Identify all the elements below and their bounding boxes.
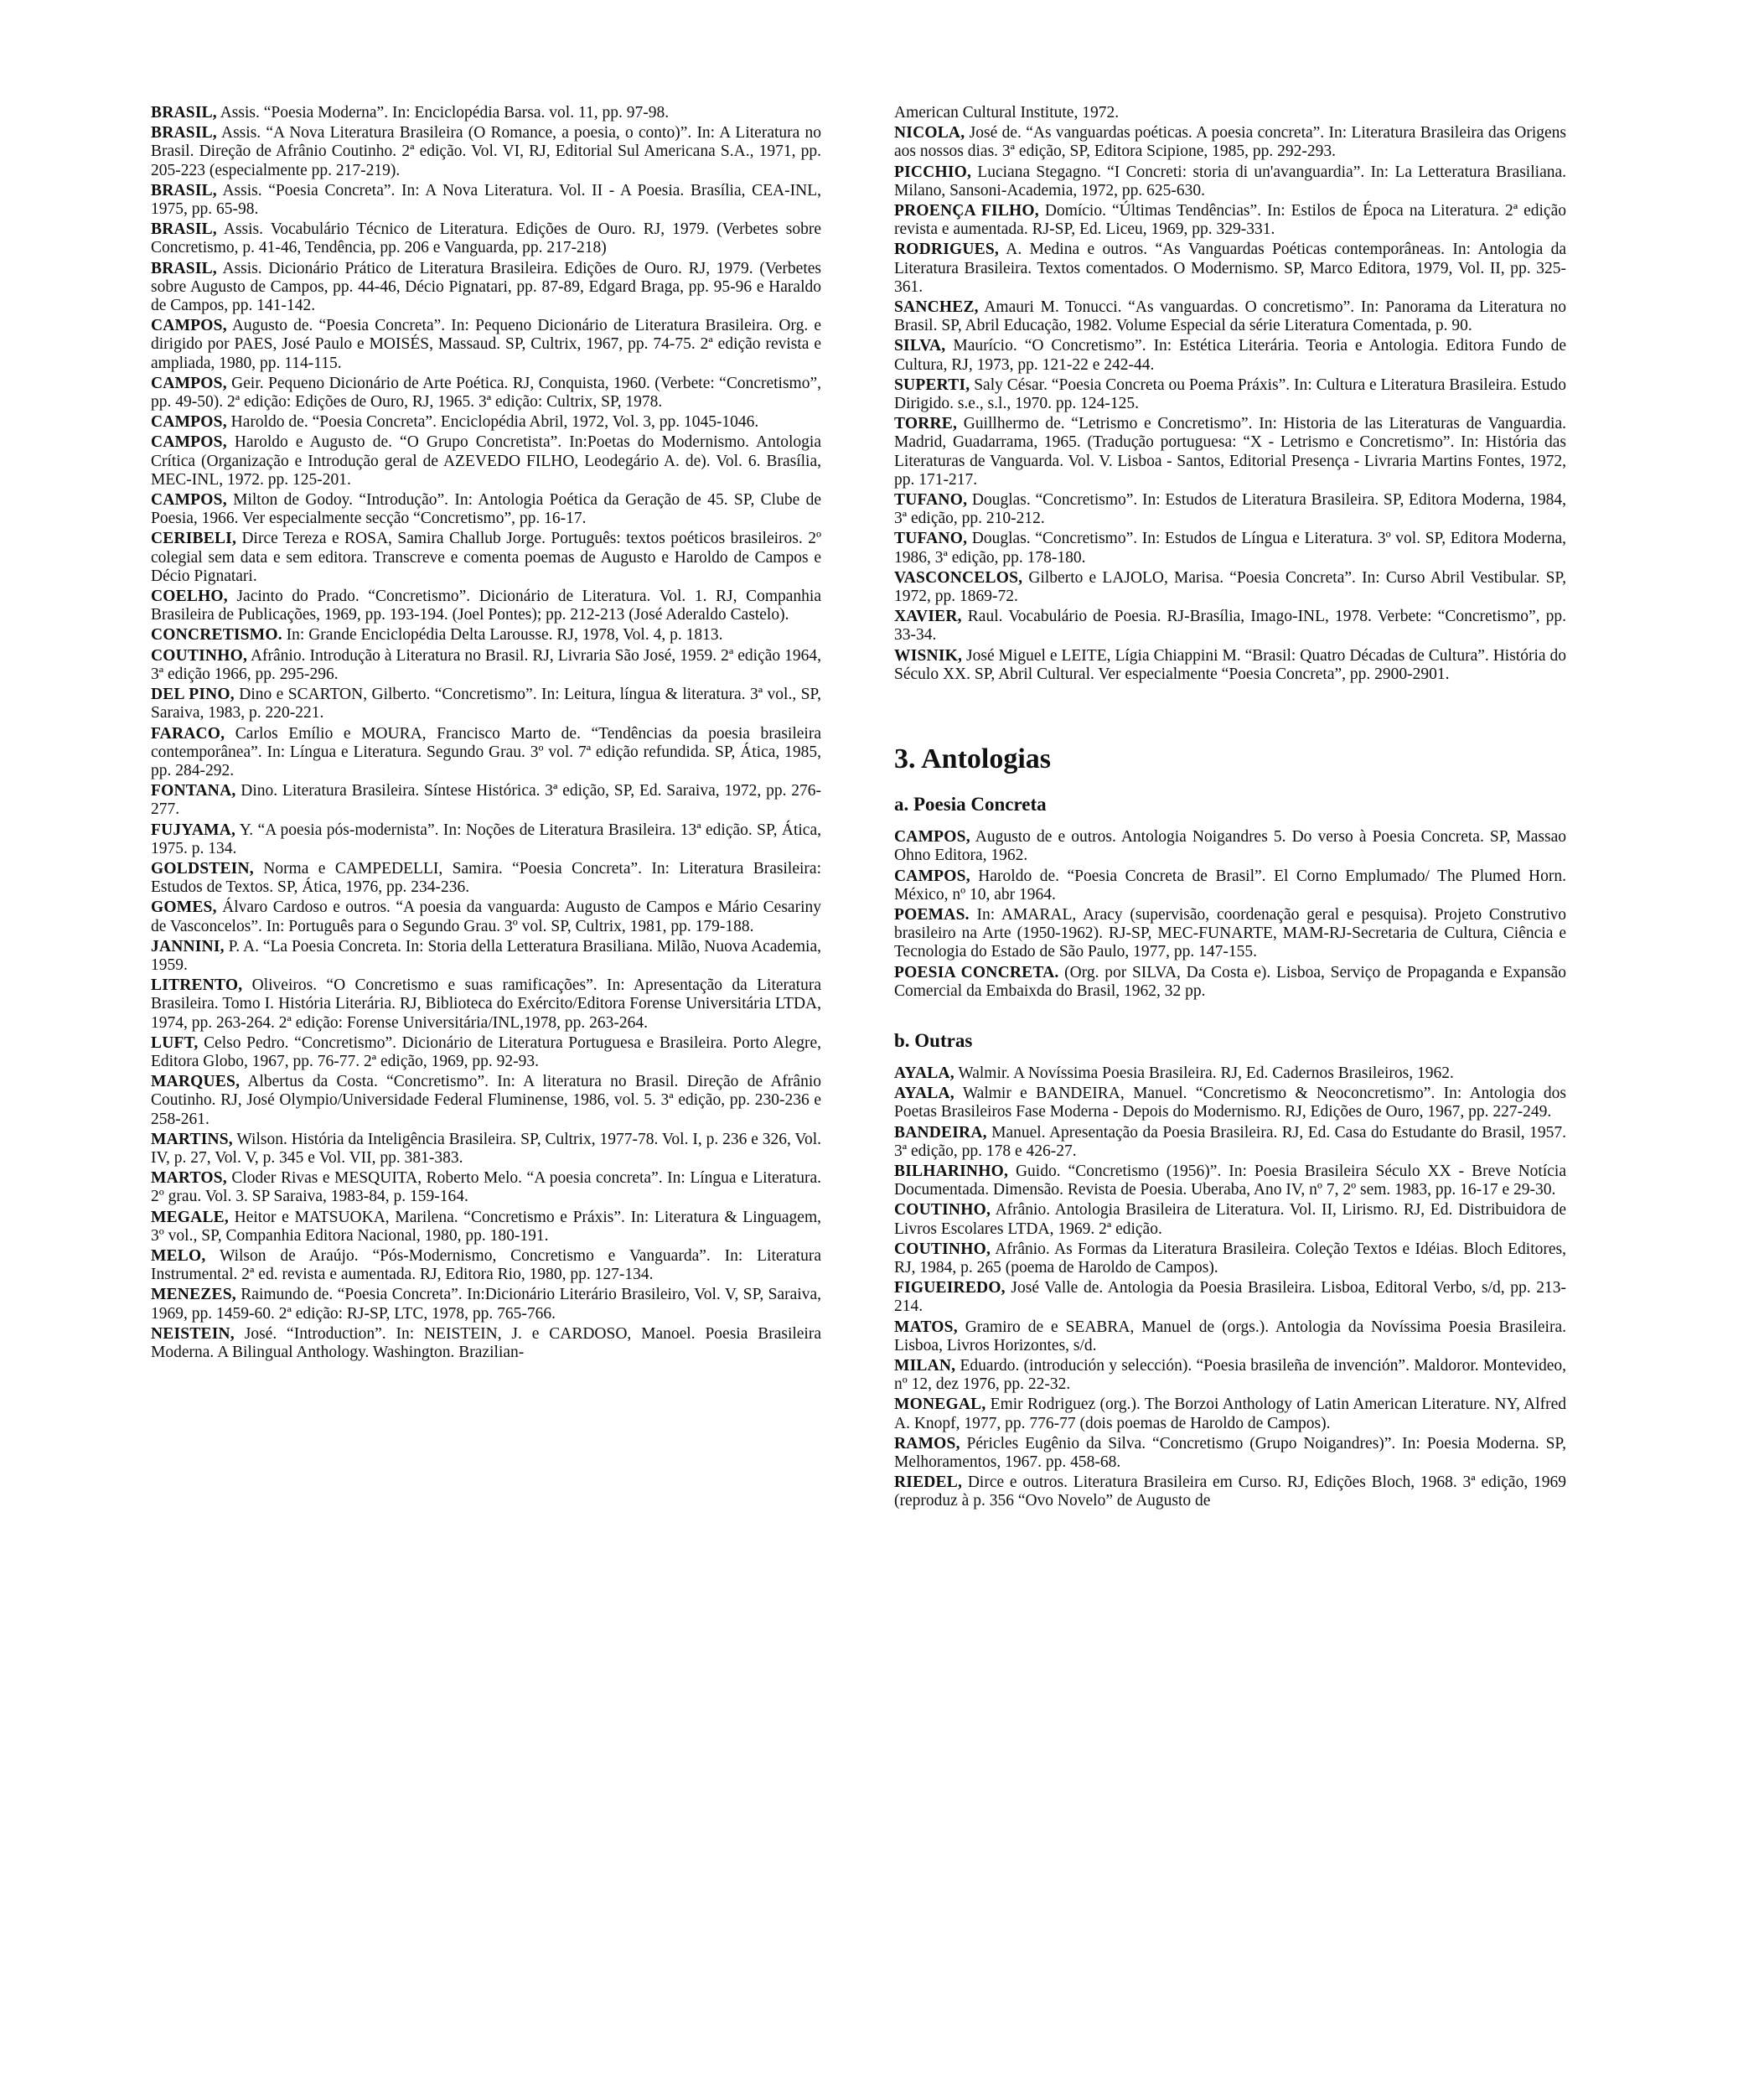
bibliography-entry [151, 588, 821, 624]
bibliography-entry [894, 608, 1566, 645]
entry-author: WISNIK, [894, 646, 963, 665]
bibliography-entry [894, 376, 1566, 413]
entry-author: MELO, [151, 1246, 206, 1265]
bibliography-entry [894, 964, 1566, 1001]
entry-author: VASCONCELOS, [894, 568, 1023, 587]
bibliography-entry [151, 782, 821, 819]
bibliography-entry [894, 1163, 1566, 1199]
bibliography-entry [151, 124, 821, 180]
entry-text: Raul. Vocabulário de Poesia. RJ-Brasília, Imago-INL, 1978. Verbete: “Concretismo”, pp. 33-34. [894, 608, 1566, 645]
bibliography-entry [151, 626, 821, 645]
bibliography-entry [151, 898, 821, 935]
subsection-title-poesia-concreta: a. Poesia Concreta [894, 794, 1047, 816]
entry-author: SANCHEZ, [894, 298, 979, 317]
entry-text: Milton de Godoy. “Introdução”. In: Antologia Poética da Geração de 45. SP, Clube de Poesia, 1966. Ver especialmente secção “Concretismo”, pp. 16-17. [151, 491, 821, 528]
bibliography-entry [894, 337, 1566, 374]
left-column [151, 104, 821, 1364]
outras-entries [894, 1064, 1566, 1511]
entry-author: COUTINHO, [894, 1240, 991, 1258]
entry-author: CAMPOS, [894, 828, 970, 847]
poesia-concreta-entries [894, 828, 1566, 1001]
entry-text: Wilson. História da Inteligência Brasileira. SP, Cultrix, 1977-78. Vol. I, p. 236 e 326, Vol. IV, p. 27, Vol. V, p. 345 e Vol. VII, pp. 381-383. [151, 1130, 821, 1167]
entry-text: Manuel. Apresentação da Poesia Brasileira. RJ, Ed. Casa do Estudante do Brasil, 1957. 3ª edição, pp. 178 e 426-27. [894, 1123, 1566, 1160]
continued-entry: American Cultural Institute, 1972. [894, 104, 1120, 122]
entry-author: CERIBELI, [151, 530, 237, 548]
entry-author: PROENÇA FILHO, [894, 202, 1039, 220]
bibliography-entry [894, 241, 1566, 297]
entry-text: Eduardo. (introdución y selección). “Poesia brasileña de invención”. Maldoror. Montevideo, nº 12, dez 1976, pp. 22-32. [894, 1356, 1566, 1394]
bibliography-entry [151, 976, 821, 1033]
entry-text: Albertus da Costa. “Concretismo”. In: A literatura no Brasil. Direção de Afrânio Coutinho. RJ, José Olympio/Universidade Federal Fluminense, 1986, vol. 5. 3ª edição, pp. 230-236 e 258-261. [151, 1073, 821, 1128]
entry-author: AYALA, [894, 1064, 954, 1082]
entry-author: DEL PINO, [151, 686, 235, 704]
entry-author: SILVA, [894, 337, 946, 355]
entry-text: Heitor e MATSUOKA, Marilena. “Concretismo e Práxis”. In: Literatura & Linguagem, 3º vol., SP, Companhia Editora Nacional, 1980, pp. 180-191. [151, 1208, 821, 1245]
entry-author: CAMPOS, [894, 867, 970, 885]
entry-text: Domício. “Últimas Tendências”. In: Estilos de Época na Literatura. 2ª edição revista e aumentada. RJ-SP, Ed. Liceu, 1969, pp. 329-331. [894, 202, 1566, 239]
entry-text: Dirce e outros. Literatura Brasileira em Curso. RJ, Edições Bloch, 1968. 3ª edição, 1969 (reproduz à p. 356 “Ovo Novelo” de Augusto de [894, 1473, 1566, 1510]
bibliography-entry [151, 1247, 821, 1284]
entry-author: BRASIL, [151, 259, 217, 277]
entry-author: CAMPOS, [151, 433, 227, 452]
bibliography-entry [894, 867, 1566, 904]
entry-author: LUFT, [151, 1033, 199, 1052]
entry-author: TUFANO, [894, 530, 968, 548]
bibliography-entry [894, 906, 1566, 962]
bibliography-entry [151, 686, 821, 722]
entry-text: Norma e CAMPEDELLI, Samira. “Poesia Concreta”. In: Literatura Brasileira: Estudos de Textos. SP, Ática, 1976, pp. 234-236. [151, 859, 821, 897]
entry-text: Dino. Literatura Brasileira. Síntese Histórica. 3ª edição, SP, Ed. Saraiva, 1972, pp. 276-277. [151, 782, 821, 819]
entry-text: Oliveiros. “O Concretismo e suas ramificações”. In: Apresentação da Literatura Brasileira. Tomo I. História Literária. RJ, Biblioteca do Exército/Editora Forense Universitária LTDA, 1974, pp. 263-264. 2ª edição: Forense Universitária/INL,1978, pp. 263-264. [151, 976, 821, 1032]
entry-author: FARACO, [151, 724, 225, 743]
entry-author: TORRE, [894, 415, 958, 433]
entry-text: Geir. Pequeno Dicionário de Arte Poética. RJ, Conquista, 1960. (Verbete: “Concretismo”, pp. 49-50). 2ª edição: Edições de Ouro, RJ, 1965. 3ª edição: Cultrix, SP, 1978. [151, 374, 821, 412]
bibliography-entry [151, 433, 821, 489]
entry-text: Haroldo e Augusto de. “O Grupo Concretista”. In:Poetas do Modernismo. Antologia Crítica (Organização e Introdução geral de AZEVEDO FILHO, Leodegário A. de). Vol. 6. Brasília, MEC-INL, 1972. pp. 125-201. [151, 433, 821, 489]
bibliography-entry [894, 530, 1566, 567]
entry-text: Emir Rodriguez (org.). The Borzoi Anthology of Latin American Literature. NY, Alfred A. Knopf, 1977, pp. 776-77 (dois poemas de Haroldo de Campos). [894, 1396, 1566, 1432]
entry-author: BRASIL, [151, 124, 217, 142]
entry-text: Guido. “Concretismo (1956)”. In: Poesia Brasileira Século XX - Breve Notícia Documentada. Dimensão. Revista de Poesia. Uberaba, Ano IV, nº 7, 2º sem. 1983, pp. 16-17 e 29-30. [894, 1162, 1566, 1199]
entry-author: MILAN, [894, 1356, 956, 1375]
bibliography-entry [151, 220, 821, 257]
bibliography-entry [151, 821, 821, 858]
entry-text: Maurício. “O Concretismo”. In: Estética Literária. Teoria e Antologia. Editora Fundo de Cultura, RJ, 1973, pp. 121-22 e 242-44. [894, 337, 1566, 374]
entry-author: CAMPOS, [151, 317, 227, 335]
entry-author: FIGUEIREDO, [894, 1279, 1006, 1297]
entry-author: BRASIL, [151, 220, 217, 239]
entry-text: Augusto de e outros. Antologia Noigandres 5. Do verso à Poesia Concreta. SP, Massao Ohno Editora, 1962. [894, 828, 1566, 865]
entry-author: GOMES, [151, 898, 217, 917]
entry-author: CONCRETISMO. [151, 626, 282, 645]
entry-text: Wilson de Araújo. “Pós-Modernismo, Concretismo e Vanguarda”. In: Literatura Instrumental. 2ª ed. revista e aumentada. RJ, Editora Rio, 1980, pp. 127-134. [151, 1246, 821, 1284]
entry-author: BILHARINHO, [894, 1162, 1009, 1180]
entry-text: P. A. “La Poesia Concreta. In: Storia della Letteratura Brasiliana. Milão, Nuova Academia, 1959. [151, 937, 821, 974]
bibliography-entry [894, 1124, 1566, 1161]
entry-text: Dino e SCARTON, Gilberto. “Concretismo”. In: Leitura, língua & literatura. 3ª vol., SP, Saraiva, 1983, p. 220-221. [151, 686, 821, 722]
entry-author: RODRIGUES, [894, 241, 999, 259]
entry-text: Afrânio. Introdução à Literatura no Brasil. RJ, Livraria São José, 1959. 2ª edição 1964, 3ª edição 1966, pp. 295-296. [151, 646, 821, 683]
entry-author: NICOLA, [894, 124, 965, 142]
entry-author: TUFANO, [894, 491, 968, 510]
entry-text: (Org. por SILVA, Da Costa e). Lisboa, Serviço de Propaganda e Expansão Comercial da Embaixda do Brasil, 1962, 32 pp. [894, 963, 1566, 1000]
entry-text: Dirce Tereza e ROSA, Samira Challub Jorge. Português: textos poéticos brasileiros. 2º colegial sem data e sem editora. Transcreve e comenta poemas de Augusto e Haroldo de Campos e Décio Pignatari. [151, 530, 821, 585]
bibliography-entry [894, 1318, 1566, 1355]
entry-text: Celso Pedro. “Concretismo”. Dicionário de Literatura Portuguesa e Brasileira. Porto Alegre, Editora Globo, 1967, pp. 76-77. 2ª edição, 1969, pp. 92-93. [151, 1033, 821, 1070]
entry-author: AYALA, [894, 1085, 954, 1103]
entry-text: Carlos Emílio e MOURA, Francisco Marto de. “Tendências da poesia brasileira contemporânea”. In: Língua e Literatura. Segundo Grau. 3º vol. 7ª edição refundida. SP, Ática, 1985, pp. 284-292. [151, 724, 821, 779]
entry-text: Walmir e BANDEIRA, Manuel. “Concretismo & Neoconcretismo”. In: Antologia dos Poetas Brasileiros Fase Moderna - Depois do Modernismo. RJ, Edições de Ouro, 1967, pp. 227-249. [894, 1085, 1566, 1121]
entry-author: MARTINS, [151, 1130, 233, 1148]
entry-author: POESIA CONCRETA. [894, 963, 1059, 981]
bibliography-entry [894, 1473, 1566, 1510]
bibliography-entry [151, 104, 821, 122]
bibliography-entry [151, 647, 821, 684]
bibliography-entry [151, 1325, 821, 1362]
entry-text: In: Grande Enciclopédia Delta Larousse. RJ, 1978, Vol. 4, p. 1813. [282, 626, 723, 645]
bibliography-entry [894, 415, 1566, 489]
right-entries [894, 124, 1566, 684]
bibliography-entry [151, 413, 821, 432]
bibliography-entry [151, 375, 821, 412]
entry-author: FUJYAMA, [151, 821, 236, 839]
entry-author: COUTINHO, [894, 1201, 991, 1220]
bibliography-entry [151, 1034, 821, 1071]
bibliography-entry [151, 1169, 821, 1206]
entry-text: Gilberto e LAJOLO, Marisa. “Poesia Concreta”. In: Curso Abril Vestibular. SP, 1972, pp. 1869-72. [894, 568, 1566, 606]
bibliography-entry [894, 1064, 1566, 1083]
bibliography-entry [151, 1073, 821, 1129]
entry-text: Raimundo de. “Poesia Concreta”. In:Dicionário Literário Brasileiro, Vol. V, SP, Saraiva, 1969, pp. 1459-60. 2ª edição: RJ-SP, LTC, 1978, pp. 765-766. [151, 1286, 821, 1323]
entry-author: BRASIL, [151, 181, 217, 199]
bibliography-entry [894, 491, 1566, 528]
entry-text: Assis. Vocabulário Técnico de Literatura. Edições de Ouro. RJ, 1979. (Verbetes sobre Concretismo, p. 41-46, Tendência, pp. 206 e Vanguarda, pp. 217-218) [151, 220, 821, 257]
bibliography-entry [894, 202, 1566, 239]
bibliography-entry [151, 938, 821, 975]
entry-text: Afrânio. As Formas da Literatura Brasileira. Coleção Textos e Idéias. Bloch Editores, RJ, 1984, p. 265 (poema de Haroldo de Campos). [894, 1240, 1566, 1277]
entry-text: Afrânio. Antologia Brasileira de Literatura. Vol. II, Lirismo. RJ, Ed. Distribuidora de Livros Escolares LTDA, 1969. 2ª edição. [894, 1201, 1566, 1238]
entry-text: Álvaro Cardoso e outros. “A poesia da vanguarda: Augusto de Campos e Mário Cesariny de Vasconcelos”. In: Português para o Segundo Grau. 3º vol. SP, Cultrix, 1981, pp. 179-188. [151, 898, 821, 935]
entry-text: Assis. “A Nova Literatura Brasileira (O Romance, a poesia, o conto)”. In: A Literatura no Brasil. Direção de Afrânio Coutinho. 2ª edição. Vol. VI, RJ, Editorial Sul Americana S.A., 1971, pp. 205-223 (especialmente pp. 217-219). [151, 124, 821, 179]
entry-text: Assis. Dicionário Prático de Literatura Brasileira. Edições de Ouro. RJ, 1979. (Verbetes sobre Augusto de Campos, pp. 44-46, Décio Pignatari, pp. 87-89, Edgard Braga, pp. 95-96 e Haraldo de Campos, pp. 141-142. [151, 259, 821, 315]
bibliography-entry [894, 163, 1566, 200]
bibliography-entry [151, 260, 821, 316]
entry-text: José Miguel e LEITE, Lígia Chiappini M. “Brasil: Quatro Décadas de Cultura”. História do Século XX. SP, Abril Cultural. Ver especialmente “Poesia Concreta”, pp. 2900-2901. [894, 646, 1566, 683]
bibliography-entry [894, 124, 1566, 161]
bibliography-entry [894, 298, 1566, 335]
bibliography-entry [151, 1209, 821, 1245]
entry-author: FONTANA, [151, 782, 236, 800]
entry-text: Saly César. “Poesia Concreta ou Poema Práxis”. In: Cultura e Literatura Brasileira. Estudo Dirigido. s.e., s.l., 1970. pp. 124-125. [894, 375, 1566, 413]
entry-author: POEMAS. [894, 905, 970, 924]
bibliography-entry [151, 491, 821, 528]
entry-text: Y. “A poesia pós-modernista”. In: Noções de Literatura Brasileira. 13ª edição. SP, Ática, 1975. p. 134. [151, 821, 821, 857]
entry-author: COUTINHO, [151, 646, 248, 665]
entry-author: CAMPOS, [151, 374, 227, 392]
bibliography-entry [894, 1279, 1566, 1316]
right-column [894, 104, 1566, 1513]
entry-author: RIEDEL, [894, 1473, 963, 1492]
entry-author: BANDEIRA, [894, 1123, 987, 1142]
entry-text: A. Medina e outros. “As Vanguardas Poéticas contemporâneas. In: Antologia da Literatura Brasileira. Textos comentados. O Modernismo. SP, Marco Editora, 1979, Vol. II, pp. 325-361. [894, 241, 1566, 296]
bibliography-entry [151, 860, 821, 897]
entry-text: Péricles Eugênio da Silva. “Concretismo (Grupo Noigandres)”. In: Poesia Moderna. SP, Melhoramentos, 1967. pp. 458-68. [894, 1434, 1566, 1471]
bibliography-entry [151, 725, 821, 781]
entry-text: Douglas. “Concretismo”. In: Estudos de Língua e Literatura. 3º vol. SP, Editora Moderna, 1986, 3ª edição, pp. 178-180. [894, 530, 1566, 567]
entry-author: CAMPOS, [151, 413, 227, 432]
entry-text: Douglas. “Concretismo”. In: Estudos de Literatura Brasileira. SP, Editora Moderna, 1984, 3ª edição, pp. 210-212. [894, 491, 1566, 528]
entry-author: MONEGAL, [894, 1396, 986, 1414]
bibliography-entry [894, 569, 1566, 606]
bibliography-entry [894, 1085, 1566, 1121]
entry-author: MATOS, [894, 1318, 958, 1336]
entry-text: Luciana Stegagno. “I Concreti: storia di un'avanguardia”. In: La Letteratura Brasiliana. Milano, Sansoni-Academia, 1972, pp. 625-630. [894, 163, 1566, 199]
entry-text: Cloder Rivas e MESQUITA, Roberto Melo. “A poesia concreta”. In: Língua e Literatura. 2º grau. Vol. 3. SP Saraiva, 1983-84, p. 159-164. [151, 1169, 821, 1206]
entry-text: José Valle de. Antologia da Poesia Brasileira. Lisboa, Editoral Verbo, s/d, pp. 213-214. [894, 1279, 1566, 1316]
entry-author: LITRENTO, [151, 976, 243, 995]
entry-author: JANNINI, [151, 937, 225, 955]
bibliography-entry [894, 1201, 1566, 1238]
bibliography-entry [894, 1435, 1566, 1472]
subsection-title-outras: b. Outras [894, 1029, 973, 1051]
entry-text: Haroldo de. “Poesia Concreta”. Enciclopédia Abril, 1972, Vol. 3, pp. 1045-1046. [226, 413, 759, 432]
entry-text: Guillhermo de. “Letrismo e Concretismo”. In: Historia de las Literaturas de Vanguardia. Madrid, Guadarrama, 1965. (Tradução portuguesa: “X - Letrismo e Concretismo”. In: História das Literaturas de Vanguarda. Vol. V. Lisboa - Santos, Editorial Presença - Livraria Martins Fontes, 1972, pp. 171-217. [894, 415, 1566, 489]
entry-author: NEISTEIN, [151, 1324, 235, 1343]
bibliography-entry [151, 317, 821, 373]
entry-author: PICCHIO, [894, 163, 972, 181]
bibliography-entry [894, 1240, 1566, 1277]
entry-author: BRASIL, [151, 104, 217, 122]
entry-author: SUPERTI, [894, 375, 970, 394]
entry-text: Haroldo de. “Poesia Concreta de Brasil”. El Corno Emplumado/ The Plumed Horn. México, nº 10, abr 1964. [894, 867, 1566, 904]
entry-author: MEGALE, [151, 1208, 229, 1226]
bibliography-entry [151, 1286, 821, 1323]
bibliography-entry [151, 182, 821, 219]
entry-author: XAVIER, [894, 608, 962, 626]
entry-author: MARQUES, [151, 1073, 241, 1091]
bibliography-entry [151, 1131, 821, 1168]
entry-author: GOLDSTEIN, [151, 859, 254, 878]
entry-text: Gramiro de e SEABRA, Manuel de (orgs.). Antologia da Novíssima Poesia Brasileira. Lisboa, Livros Horizontes, s/d. [894, 1318, 1566, 1354]
entry-text: Augusto de. “Poesia Concreta”. In: Pequeno Dicionário de Literatura Brasileira. Org. e dirigido por PAES, José Paulo e MOISÉS, Massaud. SP, Cultrix, 1967, pp. 74-75. 2ª edição revista e ampliada, 1980, pp. 114-115. [151, 317, 821, 372]
left-entries [151, 104, 821, 1362]
bibliography-entry [894, 1396, 1566, 1432]
entry-author: MENEZES, [151, 1286, 236, 1304]
bibliography-entry [894, 1357, 1566, 1394]
entry-author: COELHO, [151, 588, 228, 606]
entry-author: RAMOS, [894, 1434, 960, 1453]
entry-text: In: AMARAL, Aracy (supervisão, coordenação geral e pesquisa). Projeto Construtivo brasileiro na Arte (1950-1962). RJ-SP, MEC-FUNARTE, MAM-RJ-Secretaria de Cultura, Ciência e Tecnologia do Estado de São Paulo, 1977, pp. 147-155. [894, 905, 1566, 961]
section-title-antologias: 3. Antologias [894, 743, 1052, 775]
entry-text: José de. “As vanguardas poéticas. A poesia concreta”. In: Literatura Brasileira das Origens aos nossos dias. 3ª edição, SP, Editora Scipione, 1985, pp. 292-293. [894, 124, 1566, 161]
entry-text: Jacinto do Prado. “Concretismo”. Dicionário de Literatura. Vol. 1. RJ, Companhia Brasileira de Publicações, 1969, pp. 193-194. (Joel Pontes); pp. 212-213 (José Aderaldo Castelo). [151, 588, 821, 624]
entry-text: Assis. “Poesia Moderna”. In: Enciclopédia Barsa. vol. 11, pp. 97-98. [216, 104, 670, 122]
entry-text: Amauri M. Tonucci. “As vanguardas. O concretismo”. In: Panorama da Literatura no Brasil. SP, Abril Educação, 1982. Volume Especial da série Literatura Comentada, p. 90. [894, 298, 1566, 335]
entry-text: Assis. “Poesia Concreta”. In: A Nova Literatura. Vol. II - A Poesia. Brasília, CEA-INL, 1975, pp. 65-98. [151, 181, 821, 219]
entry-author: MARTOS, [151, 1169, 227, 1188]
bibliography-entry [894, 828, 1566, 865]
bibliography-entry [151, 530, 821, 586]
entry-author: CAMPOS, [151, 491, 227, 510]
entry-text: Walmir. A Novíssima Poesia Brasileira. RJ, Ed. Cadernos Brasileiros, 1962. [954, 1064, 1454, 1082]
entry-text: José. “Introduction”. In: NEISTEIN, J. e CARDOSO, Manoel. Poesia Brasileira Moderna. A Bilingual Anthology. Washington. Brazilian- [151, 1324, 821, 1361]
bibliography-entry [894, 647, 1566, 684]
